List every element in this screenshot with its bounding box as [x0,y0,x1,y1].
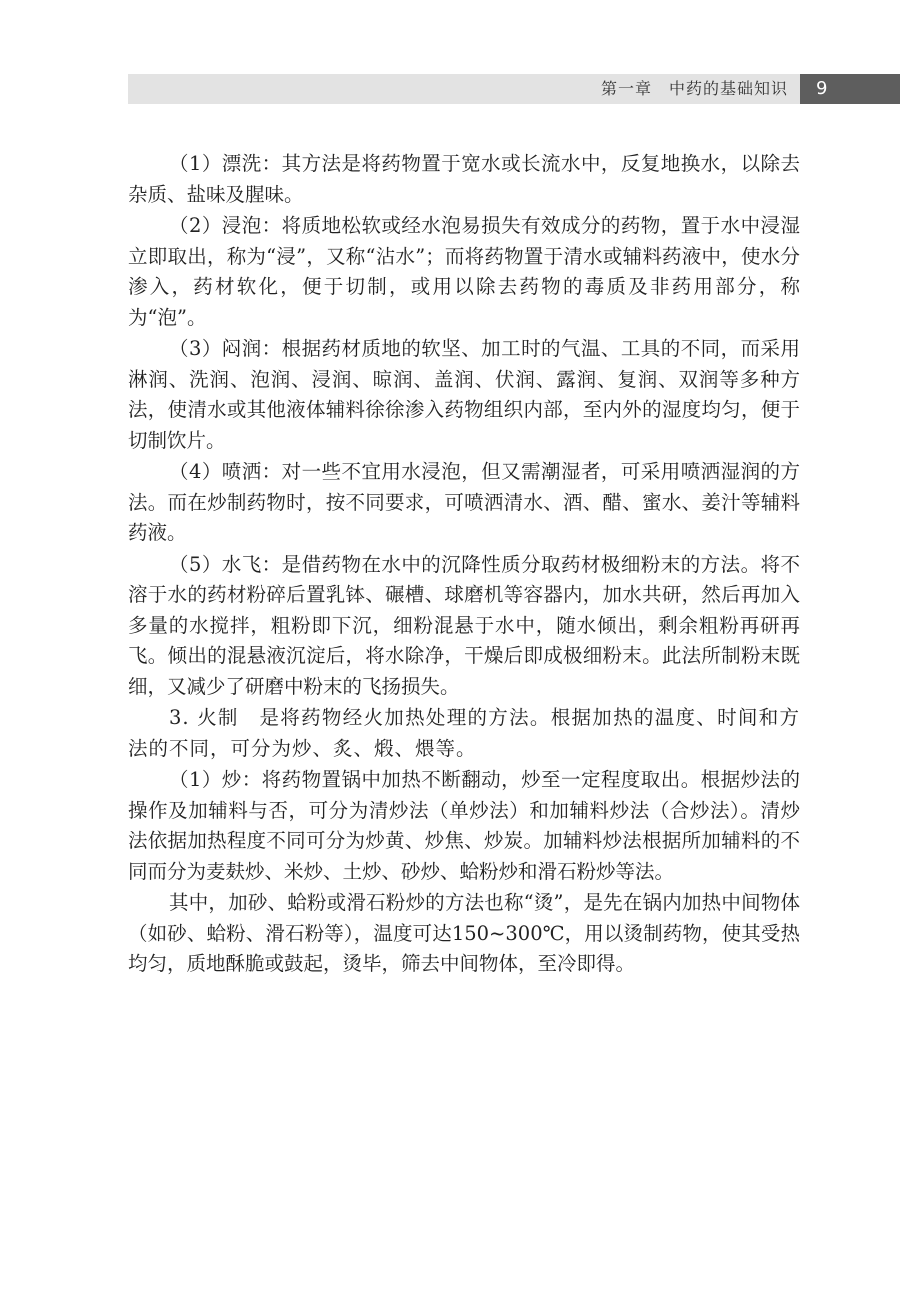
paragraph-scalding: 其中，加砂、蛤粉或滑石粉炒的方法也称“烫”，是先在锅内加热中间物体（如砂、蛤粉、滑石粉等），温度可达150~300℃，用以烫制药物，使其受热均匀，质地酥脆或鼓起，烫毕，筛去中间物体，至冷即得。 [128,891,800,975]
paragraph-spraying: （4）喷洒：对一些不宜用水浸泡，但又需潮湿者，可采用喷洒湿润的方法。而在炒制药物时，按不同要求，可喷洒清水、酒、醋、蜜水、姜汁等辅料药液。 [128,460,800,544]
paragraph-rinsing: （1）漂洗：其方法是将药物置于宽水或长流水中，反复地换水，以除去杂质、盐味及腥味。 [128,152,800,206]
body-text [128,149,800,980]
paragraph-moistening: （3）闷润：根据药材质地的软坚、加工时的气温、工具的不同，而采用淋润、洗润、泡润、浸润、晾润、盖润、伏润、露润、复润、双润等多种方法，使清水或其他液体辅料徐徐渗入药物组织内部，至内外的湿度均匀，便于切制饮片。 [128,337,800,452]
running-header [128,74,900,104]
page-number: 9 [800,74,900,104]
paragraph-stir-frying: （1）炒：将药物置锅中加热不断翻动，炒至一定程度取出。根据炒法的操作及加辅料与否，可分为清炒法（单炒法）和加辅料炒法（合炒法）。清炒法依据加热程度不同可分为炒黄、炒焦、炒炭。加辅料炒法根据所加辅料的不同而分为麦麸炒、米炒、土炒、砂炒、蛤粉炒和滑石粉炒等法。 [128,768,800,883]
section-heading-fire-processing: 3. 火制 是将药物经火加热处理的方法。根据加热的温度、时间和方法的不同，可分为炒、炙、煅、煨等。 [128,706,800,760]
paragraph-soaking: （2）浸泡：将质地松软或经水泡易损失有效成分的药物，置于水中浸湿立即取出，称为“浸”，又称“沾水”；而将药物置于清水或辅料药液中，使水分渗入，药材软化，便于切制，或用以除去药物的毒质及非药用部分，称为“泡”。 [128,214,800,329]
chapter-title: 第一章 中药的基础知识 [600,79,788,98]
paragraph-water-grinding: （5）水飞：是借药物在水中的沉降性质分取药材极细粉末的方法。将不溶于水的药材粉碎后置乳钵、碾槽、球磨机等容器内，加水共研，然后再加入多量的水搅拌，粗粉即下沉，细粉混悬于水中，随水倾出，剩余粗粉再研再飞。倾出的混悬液沉淀后，将水除净，干燥后即成极细粉末。此法所制粉末既细，又减少了研磨中粉末的飞扬损失。 [128,552,800,698]
